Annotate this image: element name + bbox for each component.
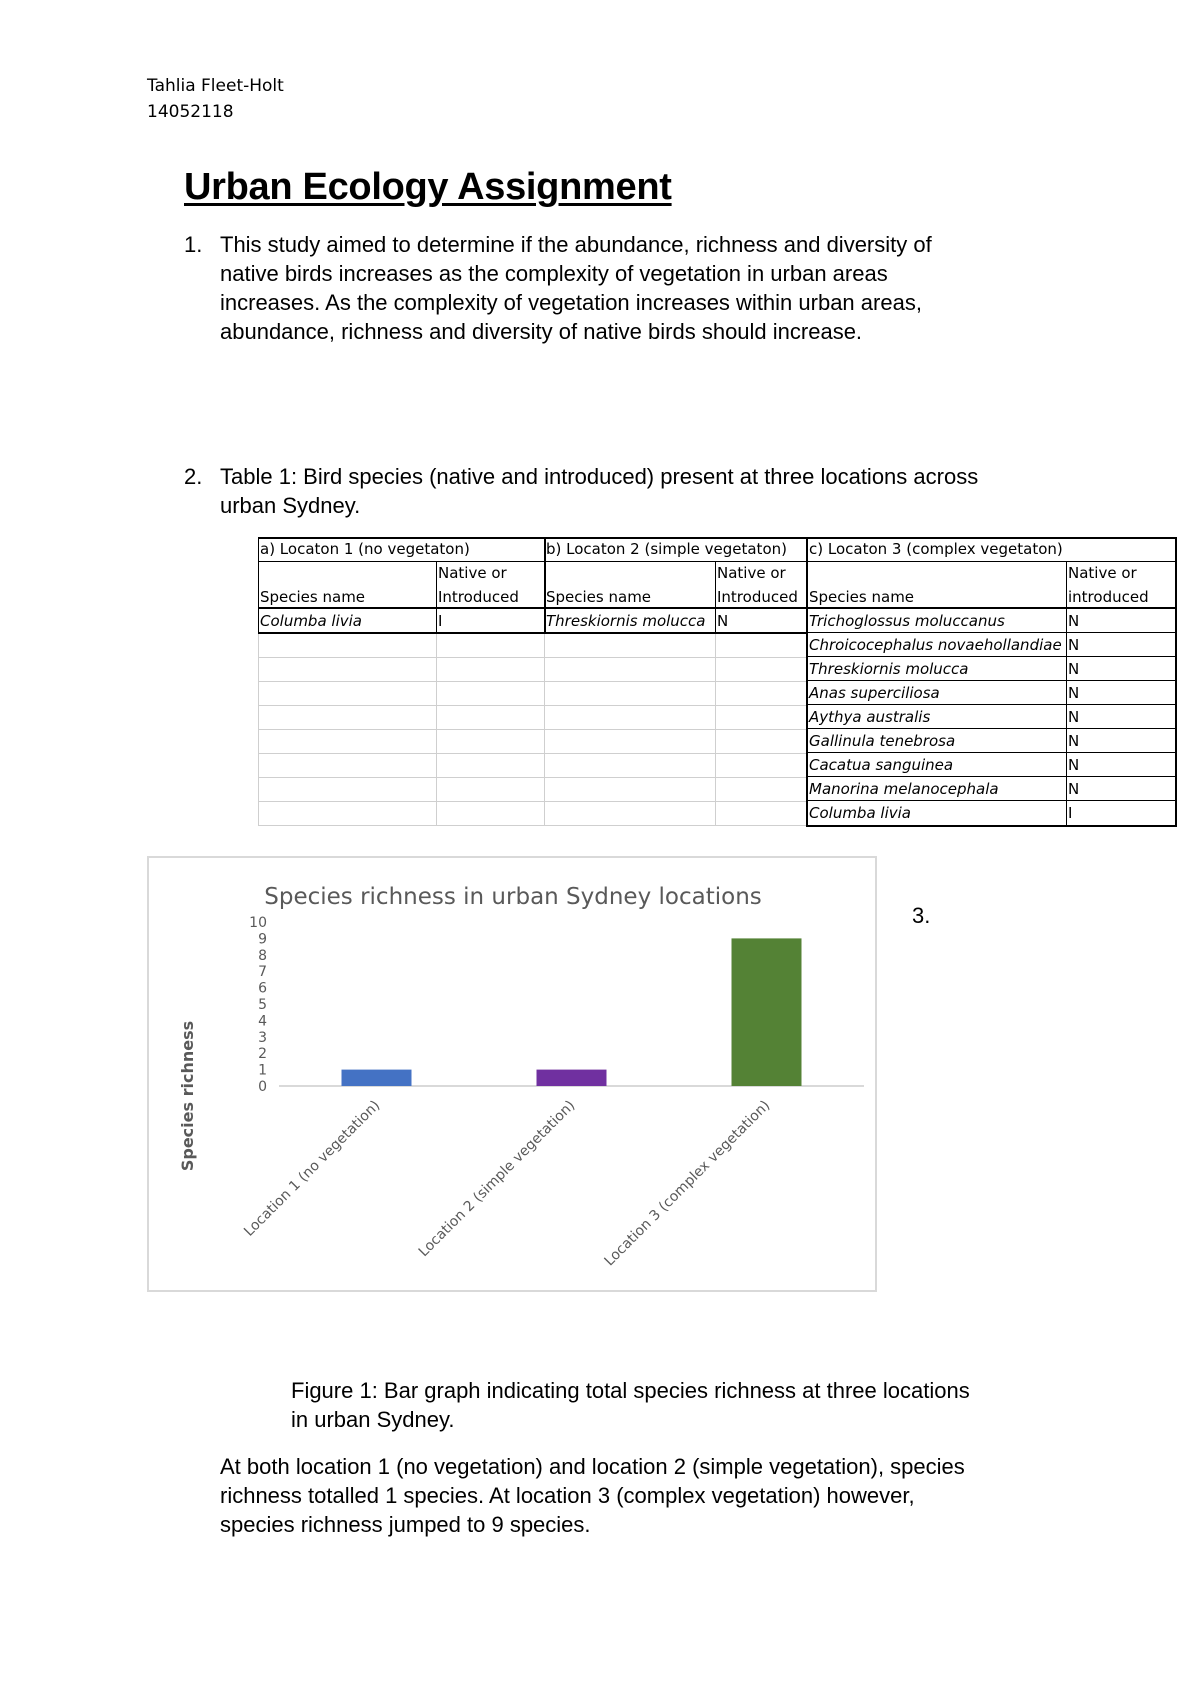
table-caption-line: urban Sydney. (220, 493, 361, 518)
section-b-heading: b) Locaton 2 (simple vegetaton) (546, 540, 787, 558)
section-c-species-cell: Threskiornis molucca (809, 660, 969, 678)
chart-title: Species richness in urban Sydney locations (264, 884, 762, 910)
figure-caption-line: Figure 1: Bar graph indicating total species richness at three locations (291, 1378, 970, 1403)
q1-paragraph (220, 230, 932, 346)
y-tick-label: 0 (258, 1079, 267, 1095)
y-tick-label: 2 (258, 1046, 267, 1063)
section-a-status-cell: I (438, 612, 443, 630)
student-id: 14052118 (147, 102, 234, 122)
bar (342, 1070, 412, 1086)
figure-caption-line: in urban Sydney. (291, 1407, 455, 1432)
y-tick-label: 7 (258, 964, 267, 981)
y-axis-label: Species richness (178, 1020, 197, 1172)
section-c-species-cell: Aythya australis (809, 708, 931, 726)
x-category-label: Location 3 (complex vegetation) (601, 1097, 774, 1270)
results-line: species richness jumped to 9 species. (220, 1512, 591, 1537)
page-title: Urban Ecology Assignment (184, 166, 672, 208)
section-c-species-cell: Trichoglossus moluccanus (809, 612, 1005, 630)
y-tick-label: 5 (258, 997, 267, 1013)
species-table (258, 537, 1176, 827)
section-c-status-cell: N (1068, 708, 1080, 726)
section-b-status-header-line1: Native or (717, 564, 786, 582)
q1-line: abundance, richness and diversity of native birds should increase. (220, 319, 863, 344)
results-paragraph (220, 1452, 965, 1539)
q3-number: 3. (912, 903, 931, 928)
table-caption-line: Table 1: Bird species (native and introduced) present at three locations across (220, 464, 979, 489)
chart-container (147, 856, 877, 1292)
section-b-status-cell: N (717, 612, 729, 630)
section-a-status-header-line2: Introduced (438, 588, 519, 606)
results-line: richness totalled 1 species. At location 3 (complex vegetation) however, (220, 1483, 915, 1508)
section-c-species-header: Species name (809, 588, 915, 606)
section-c-species-cell: Columba livia (809, 804, 911, 822)
y-tick-label: 8 (258, 947, 267, 964)
y-tick-label: 4 (258, 1013, 267, 1030)
y-tick-label: 6 (258, 980, 267, 997)
section-c-status-cell: N (1068, 684, 1080, 702)
y-tick-label: 9 (258, 931, 267, 948)
section-a-status-header-line1: Native or (438, 564, 507, 582)
table-caption (220, 462, 978, 520)
section-c-status-cell: I (1068, 804, 1073, 822)
y-tick-label: 10 (249, 915, 267, 931)
section-c-species-cell: Gallinula tenebrosa (809, 732, 956, 750)
section-a-heading: a) Locaton 1 (no vegetaton) (260, 540, 470, 558)
x-category-label: Location 2 (simple vegetation) (415, 1097, 579, 1261)
section-b-species-cell: Threskiornis molucca (546, 612, 706, 630)
y-tick-label: 1 (258, 1062, 267, 1079)
section-c-status-cell: N (1068, 732, 1080, 750)
bar-chart (149, 858, 875, 1290)
q1-line: increases. As the complexity of vegetation increases within urban areas, (220, 290, 922, 315)
section-c-status-header-line1: Native or (1068, 564, 1137, 582)
section-c-species-cell: Manorina melanocephala (809, 780, 999, 798)
section-c-status-cell: N (1068, 636, 1080, 654)
author-name: Tahlia Fleet-Holt (147, 76, 284, 96)
q1-number: 1. (184, 232, 203, 257)
section-c-status-cell: N (1068, 612, 1080, 630)
bar (732, 938, 802, 1086)
section-a-species-cell: Columba livia (260, 612, 362, 630)
section-c-species-cell: Cacatua sanguinea (809, 756, 954, 774)
q1-line: This study aimed to determine if the abundance, richness and diversity of (220, 232, 932, 257)
figure-caption (291, 1376, 970, 1434)
results-line: At both location 1 (no vegetation) and location 2 (simple vegetation), species (220, 1454, 965, 1479)
section-c-species-cell: Anas superciliosa (809, 684, 940, 702)
y-tick-label: 3 (258, 1029, 267, 1046)
section-c-heading: c) Locaton 3 (complex vegetaton) (809, 540, 1063, 558)
section-a-species-header: Species name (260, 588, 366, 606)
section-c-status-cell: N (1068, 780, 1080, 798)
bar (537, 1070, 607, 1086)
section-c-species-cell: Chroicocephalus novaehollandiae (809, 636, 1062, 654)
section-c-status-cell: N (1068, 756, 1080, 774)
section-c-status-header-line2: introduced (1068, 588, 1149, 606)
section-c-status-cell: N (1068, 660, 1080, 678)
section-b-status-header-line2: Introduced (717, 588, 798, 606)
q1-line: native birds increases as the complexity of vegetation in urban areas (220, 261, 888, 286)
section-b-species-header: Species name (546, 588, 652, 606)
x-category-label: Location 1 (no vegetation) (241, 1097, 384, 1240)
q2-number: 2. (184, 464, 203, 489)
